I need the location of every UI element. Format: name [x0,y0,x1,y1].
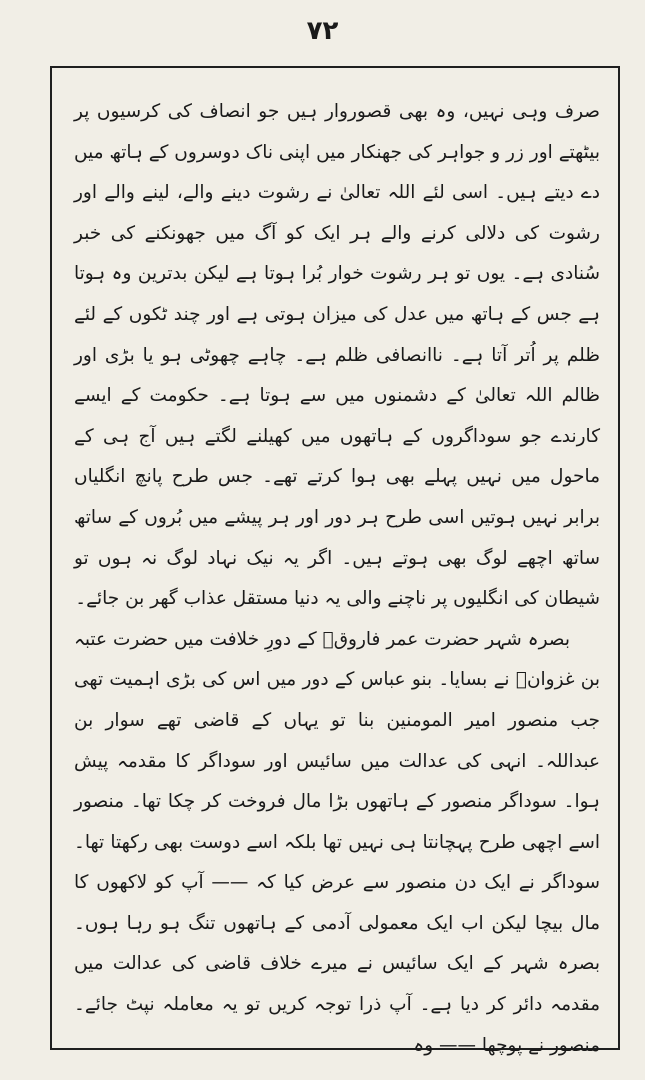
paragraph-1: صرف وہی نہیں، وہ بھی قصوروار ہیں جو انصاف کی کرسیوں پر بیٹھتے اور زر و جواہر کی جھنکار میں اپنی ناک دوسروں کے ہاتھ میں دے دیتے ہیں۔ اسی لئے اللہ تعالیٰ نے رشوت دینے والے، لینے والے اور رشوت کی دلالی کرنے والے ہر ایک کو آگ میں جھونکنے کی خبر سُنادی ہے۔ یوں تو ہر رشوت خوار بُرا ہوتا ہے لیکن بدترین وہ ہوتا ہے جس کے ہاتھ میں عدل کی میزان ہوتی ہے اور چند ٹکوں کے لئے ظلم پر اُتر آتا ہے۔ ناانصافی ظلم ہے۔ چاہے چھوٹی ہو یا بڑی اور ظالم اللہ تعالیٰ کے دشمنوں میں سے ہوتا ہے۔ حکومت کے ایسے کارندے جو سوداگروں کے ہاتھوں میں کھیلنے لگتے ہیں آج ہی کے ماحول میں نہیں پہلے بھی ہوا کرتے تھے۔ جس طرح پانچ انگلیاں برابر نہیں ہوتیں اسی طرح ہر دور اور ہر پیشے میں بُروں کے ساتھ ساتھ اچھے لوگ بھی ہوتے ہیں۔ اگر یہ نیک نہاد لوگ نہ ہوں تو شیطان کی انگلیوں پر ناچنے والی یہ دنیا مستقل عذاب گھر بن جائے۔ [74,101,600,610]
page-number: ۷۲ [306,16,339,46]
page-body [74,92,600,1066]
paragraph-2: بصرہ شہر حضرت عمر فاروقؓ کے دورِ خلافت میں حضرت عتبہ بن غزوانؓ نے بسایا۔ بنو عباس کے دور میں اس کی بڑی اہمیت تھی جب منصور امیر المومنین بنا تو یہاں کے قاضی تھے سوار بن عبداللہ۔ انہی کی عدالت میں سائیس اور سوداگر کا مقدمہ پیش ہوا۔ سوداگر منصور کے ہاتھوں بڑا مال فروخت کر چکا تھا۔ منصور اسے اچھی طرح پہچانتا ہی نہیں تھا بلکہ اسے دوست بھی رکھتا تھا۔ سوداگر نے ایک دن منصور سے عرض کیا کہ —— آپ کو لاکھوں کا مال بیچا لیکن اب ایک معمولی آدمی کے ہاتھوں تنگ ہو رہا ہوں۔ بصرہ شہر کے ایک سائیس نے میرے خلاف قاضی کی عدالت میں مقدمہ دائر کر دیا ہے۔ آپ ذرا توجہ کریں تو یہ معاملہ نپٹ جائے۔ منصور نے پوچھا —— وہ [74,628,600,1056]
